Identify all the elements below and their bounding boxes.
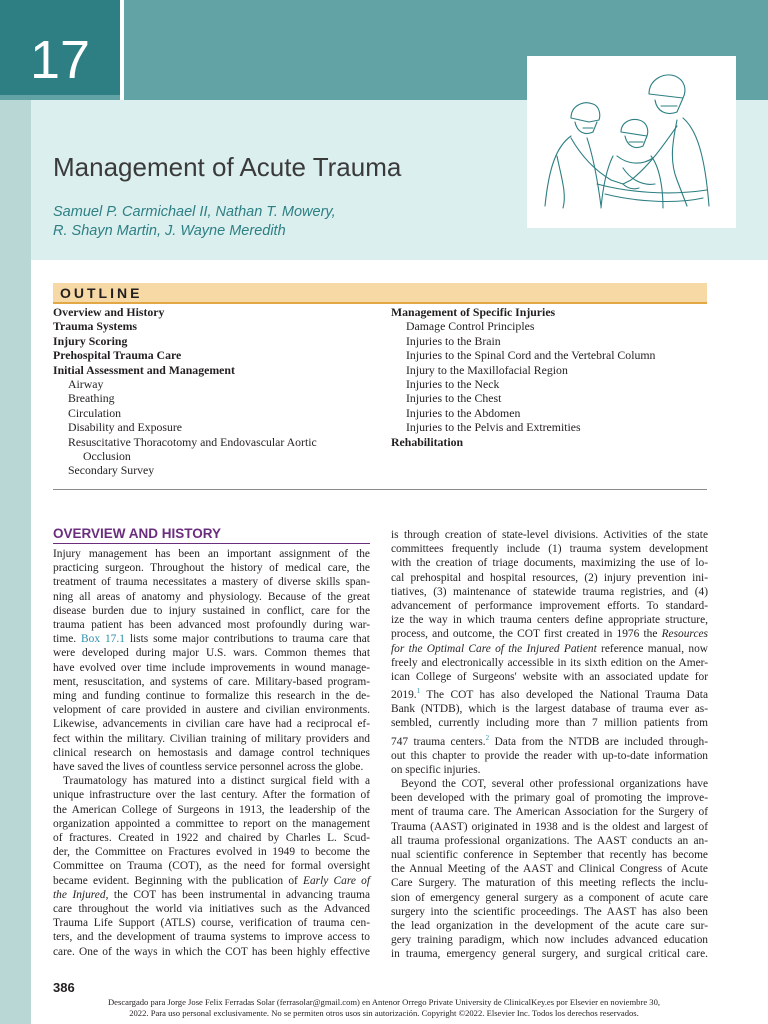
body-line: velopment of care provided in austere and civilian environments. [53,704,370,717]
authors-line-2: R. Shayn Martin, J. Wayne Meredith [53,223,286,239]
body-line: time. Box 17.1 lists some major contributions to trauma care that [53,633,370,646]
body-line: care. One of the ways in which the COT has been highly effective [53,945,370,958]
body-line: tiatives, (3) maintenance of statewide trauma registries, and (4) [391,585,708,598]
body-line: sion of emergency general surgery as a component of acute care [391,891,708,904]
outline-item: Resuscitative Thoracotomy and Endovascular Aortic [68,434,317,449]
body-line: have saved the lives of countless service personnel across the globe. [53,761,364,774]
body-line: fect within the military. Civilian training of military providers and [53,732,370,745]
body-line: ning all areas of anatomy and physiology. Because of the great [53,590,370,603]
body-line: Bank (NTDB), which is the largest database of trauma ever as- [391,703,708,716]
outline-item: Overview and History [53,305,165,319]
body-line: on specific injuries. [391,763,481,776]
body-line: ters, and the development of trauma systems to improve access to [53,931,370,944]
body-line: Committee on Trauma (COT), as the need for formal oversight [53,860,370,873]
body-line: were developed during major U.S. wars. Common themes that [53,647,370,660]
footer-line-1: Descargado para Jorge Jose Felix Ferradas Solar (ferrasolar@gmail.com) en Antenor Orrego Private University de ClinicalKey.es por Elsevier en noviembre 30, [107,997,661,1007]
outline-item: Injuries to the Abdomen [406,405,521,420]
body-line: gery training paradigm, which now includes advanced education [391,934,708,947]
body-line: der, the Committee on Fractures evolved in 1949 to become the [53,846,370,859]
outline-item: Airway [68,377,104,391]
section-rule [53,543,370,544]
outline-item: Injuries to the Spinal Cord and the Vertebral Column [406,348,656,363]
body-line: out this chapter to provide the reader with up-to-date information [391,749,708,762]
chapter-number: 17 [29,30,91,90]
authors-line-1: Samuel P. Carmichael II, Nathan T. Mowery, [53,204,336,220]
outline-item: Trauma Systems [53,319,137,334]
body-line: advancement of performance improvement efforts. To standard- [391,600,708,613]
body-line: of fractures. Created in 1922 and chaired by Charles L. Scud- [53,832,370,845]
body-line: the lead organization in the development of the acute care sur- [391,920,708,933]
body-line: trauma patient has been advanced most profoundly during war- [53,619,370,632]
body-line: 2019.$^1$ The COT has also developed the National Trauma Data [391,687,708,702]
left-margin-stripe [0,100,31,1024]
body-line: 747 trauma centers.$^2$ Data from the NTDB are included through- [391,733,708,748]
body-line: ment, resuscitation, and systems of care. Military-based program- [53,675,370,688]
outline-item: Disability and Exposure [68,420,183,435]
outline-item: Prehospital Trauma Care [53,348,182,363]
body-line: sembled, currently including more than 7 million patients from [391,717,708,730]
body-line: practicing surgeon. Throughout the history of medical care, the [53,562,370,575]
body-line: Trauma Life Support (ATLS) course, verification of trauma cen- [53,917,370,930]
body-line: treatment of trauma necessitates a mastery of diverse skills span- [53,576,370,589]
outline-item: Circulation [68,405,122,420]
chapter-title: Management of Acute Trauma [53,152,402,182]
box-link[interactable]: Box 17.1 [81,633,125,646]
outline-item: Damage Control Principles [406,319,535,334]
body-line: ming and funding continue to formalize this research in the de- [53,690,370,703]
page-number: 386 [53,980,75,995]
body-line: all trauma professional organizations. The AAST conducts an an- [391,834,708,847]
body-line: Traumatology has matured into a distinct surgical field with a [63,775,370,788]
outline-item: Injury Scoring [53,333,128,348]
outline-item: Injury to the Maxillofacial Region [406,362,568,377]
body-line: freely and electronically accessible in its sixth edition on the Amer- [391,656,708,669]
body-line: ize the way in which trauma centers define appropriate structure, [391,614,708,627]
body-line: unique infrastructure over the last century. After the formation of [53,789,370,802]
body-line: surgery into the scientific proceedings. The AAST has also been [391,905,708,918]
outline-item: Secondary Survey [68,463,155,478]
outline-bar [53,283,707,304]
body-line: ican College of Surgeons' website with an associated update for [391,671,708,684]
outline-item: Breathing [68,391,115,406]
body-line: care throughout the world via initiatives such as the Advanced [53,903,370,916]
outline-item: Injuries to the Neck [406,377,500,391]
body-line: clinical research on hemostasis and damage control techniques [53,746,370,759]
surgeons-illustration [527,56,736,228]
body-line: the American College of Surgeons in 1913, the leadership of the [53,803,370,816]
outline-item: Injuries to the Brain [406,333,501,348]
body-line: with the creation of triage documents, maximizing the use of lo- [391,557,708,570]
body-line: for the Optimal Care of the Injured Patient reference manual, now [391,642,708,655]
body-line: nual scientific conference in September that recently has become [391,849,708,862]
outline-item: Occlusion [83,449,131,463]
outline-item: Management of Specific Injuries [391,305,556,319]
body-line: process, and outcome, the COT first created in 1976 the Resources [391,628,708,641]
body-line: organization appointed a committee to report on the management [53,817,370,830]
body-line: Trauma (AAST) originated in 1938 and is the oldest and largest of [391,820,708,833]
body-line: the Annual Meeting of the AAST and Clinical Congress of Acute [391,863,708,876]
body-line: been developed with the primary goal of promoting the improve- [391,792,708,805]
section-heading: OVERVIEW AND HISTORY [53,526,222,541]
outline-item: Injuries to the Pelvis and Extremities [406,420,581,435]
body-line: cal prehospital and hospital resources, (2) injury prevention ini- [391,571,708,584]
outline-item: Rehabilitation [391,434,464,449]
body-line: the Injured, the COT has been instrumental in advancing trauma [53,888,371,901]
header-divider [120,0,124,100]
outline-item: Initial Assessment and Management [53,362,235,377]
body-line: is through creation of state-level divisions. Activities of the state [391,529,708,541]
body-line: ment of trauma care. The American Association for the Surgery of [391,806,708,819]
body-line: Injury management has been an important assignment of the [53,548,370,560]
body-line: Beyond the COT, several other professional organizations have [401,778,708,791]
outline-item: Injuries to the Chest [406,391,502,406]
body-line: in trauma, emergency general surgery, and surgical critical care. [391,948,708,961]
body-line: committees frequently include (1) trauma system development [391,543,708,556]
outline-label: OUTLINE [60,285,143,301]
body-line: Likewise, advancements in civilian care have had a reciprocal ef- [53,718,370,731]
footer-line-2: 2022. Para uso personal exclusivamente. No se permiten otros usos sin autorización. Copyright ©2022. Elsevier Inc. Todos los derechos reservados. [129,1008,639,1018]
body-line: disease burden due to injury sustained in conflict, care for the [53,604,370,617]
body-line: have evolved over time include improvements in wound manage- [53,661,370,674]
body-line: Care Surgery. The maturation of this meeting reflects the inclu- [391,877,708,890]
body-column-right [391,528,708,962]
body-line: became evident. Beginning with the publication of Early Care of [53,874,370,887]
outline-divider [53,489,707,490]
body-column-left [53,547,370,959]
